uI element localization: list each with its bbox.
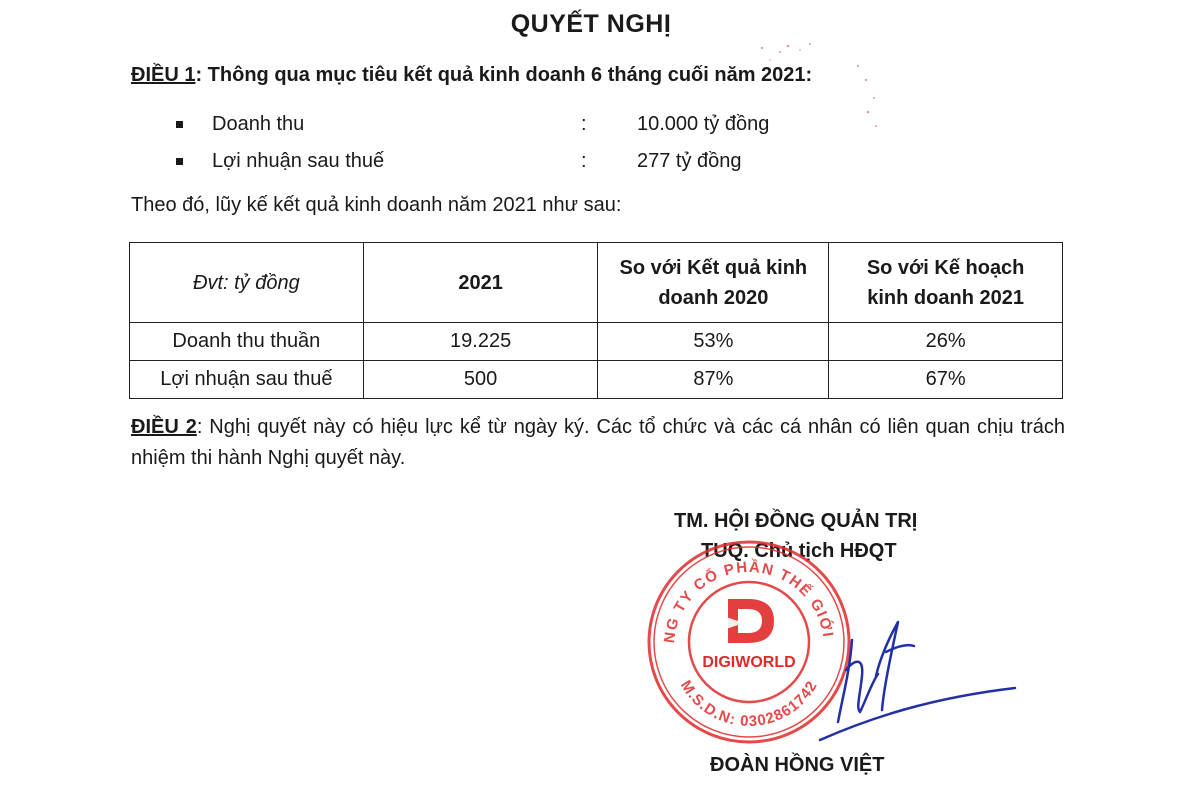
article-1-label: ĐIỀU 1 bbox=[131, 64, 196, 86]
article-1-text: : Thông qua mục tiêu kết quả kinh doanh 6 tháng cuối năm 2021: bbox=[195, 64, 813, 86]
digiworld-logo-icon bbox=[726, 599, 774, 643]
article-2 bbox=[131, 412, 1065, 474]
target-colon: : bbox=[581, 113, 587, 135]
article-2-text: : Nghị quyết này có hiệu lực kể từ ngày ký. Các tổ chức và các cá nhân có liên quan chịu trách nhiệm thi hành Nghị quyết này. bbox=[131, 416, 1066, 469]
stamp-tax-id: M.S.D.N: 0302861742 bbox=[676, 677, 822, 731]
signature-role: TUQ. Chủ tịch HĐQT bbox=[701, 540, 897, 562]
handwritten-signature bbox=[780, 600, 1020, 750]
ink-specks bbox=[740, 40, 900, 160]
table-cell: 19.225 bbox=[363, 323, 598, 361]
signature-org-text: TM. HỘI ĐỒNG QUẢN TRỊ bbox=[674, 510, 918, 532]
results-table bbox=[129, 242, 1063, 399]
target-value: 10.000 tỷ đồng bbox=[637, 113, 770, 135]
page-title: QUYẾT NGHỊ bbox=[510, 10, 672, 38]
table-row bbox=[130, 323, 1063, 361]
table-cell: 53% bbox=[598, 323, 829, 361]
target-value: 277 tỷ đồng bbox=[637, 150, 742, 172]
table-cell: Doanh thu thuần bbox=[130, 323, 364, 361]
stamp-ring-text: NG TY CỔ PHẦN THẾ GIỚI bbox=[660, 558, 837, 644]
table-header-cell: So với Kết quả kinh doanh 2020 bbox=[598, 243, 829, 323]
stamp-brand: DIGIWORLD bbox=[702, 654, 796, 671]
table-cell: 500 bbox=[363, 361, 598, 399]
table-header-cell: Đvt: tỷ đồng bbox=[130, 243, 364, 323]
target-label: Lợi nhuận sau thuế bbox=[212, 150, 385, 172]
article-2-label: ĐIỀU 2 bbox=[131, 416, 197, 438]
table-cell: 87% bbox=[598, 361, 829, 399]
table-cell: Lợi nhuận sau thuế bbox=[130, 361, 364, 399]
target-colon: : bbox=[581, 150, 587, 172]
bullet-icon bbox=[176, 121, 183, 128]
table-row bbox=[130, 361, 1063, 399]
table-cell: 26% bbox=[829, 323, 1063, 361]
target-label: Doanh thu bbox=[212, 113, 305, 135]
bullet-icon bbox=[176, 158, 183, 165]
table-cell: 67% bbox=[829, 361, 1063, 399]
signer-name: ĐOÀN HỒNG VIỆT bbox=[710, 754, 885, 776]
table-header-cell: 2021 bbox=[363, 243, 598, 323]
article-1-heading bbox=[131, 64, 812, 87]
summary-intro: Theo đó, lũy kế kết quả kinh doanh năm 2021 như sau: bbox=[131, 194, 622, 216]
table-header-row bbox=[130, 243, 1063, 323]
table-header-cell: So với Kế hoạch kinh doanh 2021 bbox=[829, 243, 1063, 323]
